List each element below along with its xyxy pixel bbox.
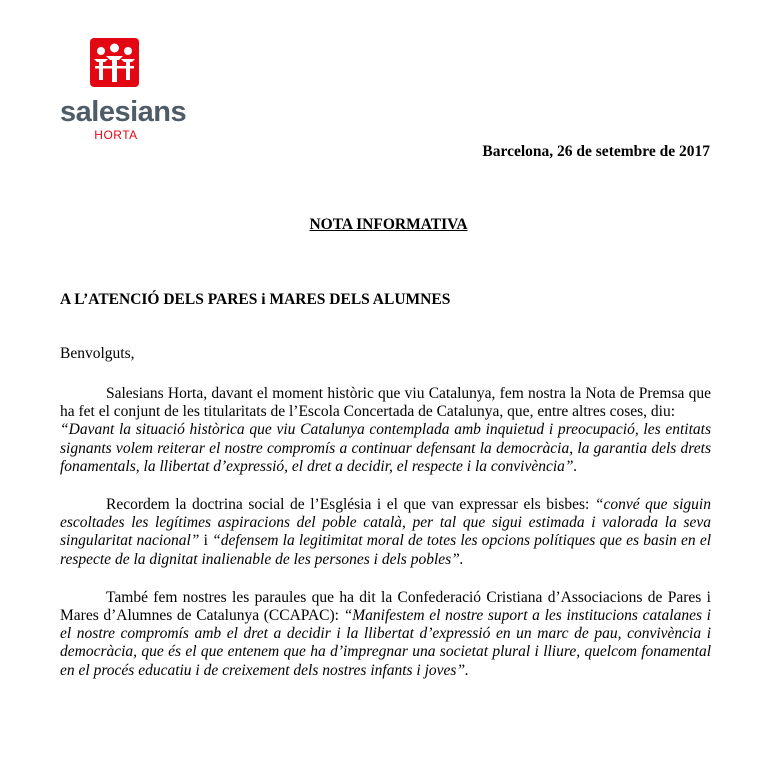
paragraph-2-quote-1: “convé que siguin escoltades les legítimes aspiracions del poble català, per tal que sigui estimada i valorada la seva singularitat nacional” bbox=[60, 496, 711, 550]
recipient-heading: A L’ATENCIÓ DELS PARES i MARES DELS ALUMNES bbox=[60, 291, 451, 308]
paragraph-2-quote-2: “defensem la legitimitat moral de totes les opcions polítiques que es basin en el respecte de la dignitat inalienable de les persones i dels pobles”. bbox=[60, 532, 712, 568]
paragraph-2-text: Recordem la doctrina social de l’Església i el que van expressar els bisbes: bbox=[106, 496, 595, 514]
paragraph-1-quote: “Davant la situació històrica que viu Catalunya contemplada amb inquietud i preocupació, les entitats signants volem reiterar el nostre compromís a continuar defensant la democràcia, la garantia dels drets fonamentals, la llibertat d’expressió, el dret a decidir, el respecte i la convivència”. bbox=[60, 421, 711, 475]
paragraph-3-quote: “Manifestem el nostre suport a les institucions catalanes i el nostre compromís amb el dret a decidir i la llibertat d’expressió en un marc de pau, convivència i democràcia, que és el que entenem que ha d’impregnar una societat plural i lliure, quelcom fonamental en el procés educatiu i de creixement dels nostres infants i joves”. bbox=[60, 607, 711, 679]
letter-date: Barcelona, 26 de setembre de 2017 bbox=[482, 143, 710, 160]
paragraph-2 bbox=[60, 496, 711, 569]
letter-body bbox=[60, 385, 711, 680]
logo-wordmark: salesians bbox=[60, 96, 187, 128]
logo-subtitle: HORTA bbox=[94, 128, 138, 142]
paragraph-1-text: Salesians Horta, davant el moment històric que viu Catalunya, fem nostra la Nota de Premsa que ha fet el conjunt de les titularitats de l’Escola Concertada de Catalunya, que, entre altres coses, diu: bbox=[60, 385, 711, 421]
paragraph-3 bbox=[60, 589, 711, 680]
document-title: NOTA INFORMATIVA bbox=[309, 216, 468, 233]
paragraph-3-text: També fem nostres les paraules que ha dit la Confederació Cristiana d’Associacions de Pares i Mares d’Alumnes de Catalunya (CCAPAC): bbox=[60, 588, 711, 625]
paragraph-2-connector: i bbox=[199, 532, 213, 550]
salesians-emblem-icon bbox=[90, 38, 139, 87]
greeting: Benvolguts, bbox=[60, 345, 135, 362]
paragraph-1 bbox=[60, 385, 711, 421]
